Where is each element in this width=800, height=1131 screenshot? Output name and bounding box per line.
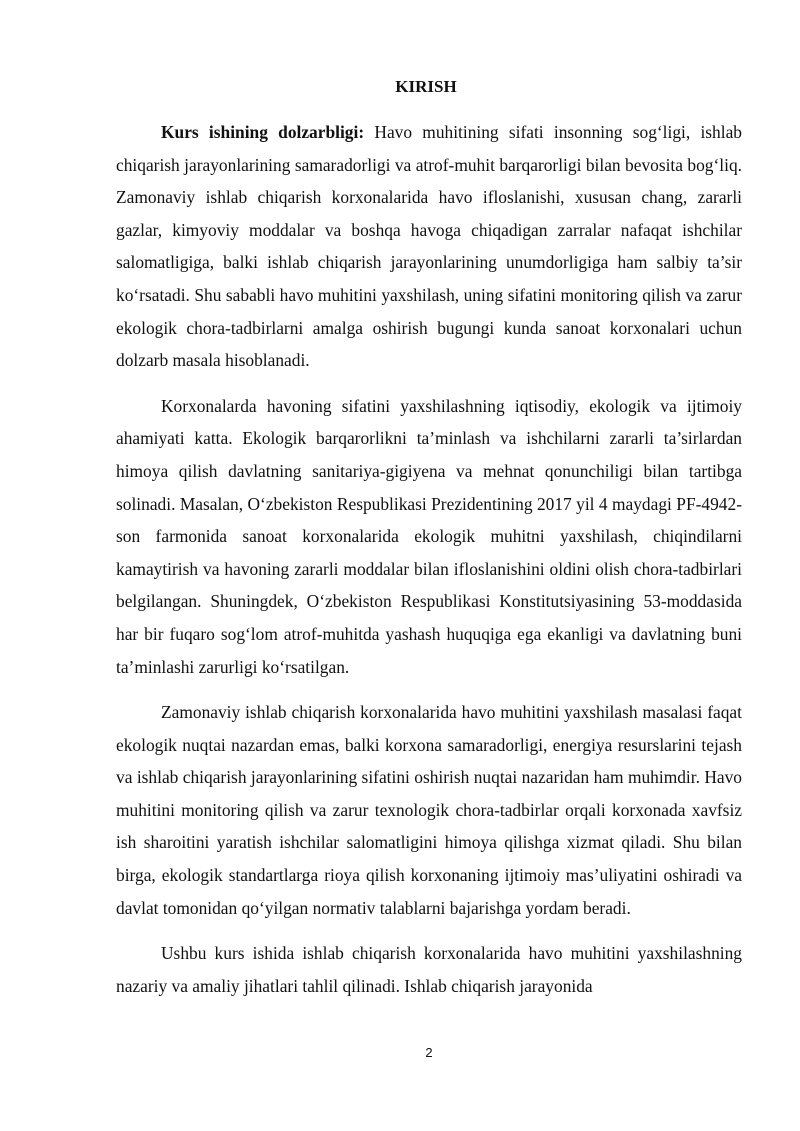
paragraph-modern-enterprises: Zamonaviy ishlab chiqarish korxonalarida havo muhitini yaxshilash masalasi faqat ekologik nuqtai nazardan emas, balki korxona samaradorligi, energiya resurslarini tejash va ishlab chiqarish jarayonlarining sifatini oshirish nuqtai nazaridan ham muhimdir. Havo muhitini monitoring qilish va zarur texnologik chora-tadbirlar orqali korxonada xavfsiz ish sharoitini yaratish ishchilar salomatligini himoya qilishga xizmat qiladi. Shu bilan birga, ekologik standartlarga rioya qilish korxonaning ijtimoiy mas’uliyatini oshiradi va davlat tomonidan qo‘yilgan normativ talablarni bajarishga yordam beradi. (116, 702, 742, 918)
paragraph-relevance (116, 116, 742, 377)
paragraph-lead: Kurs ishining dolzarbligi: (161, 122, 365, 142)
paragraph-text: Havo muhitining sifati insonning sog‘ligi, ishlab chiqarish jarayonlarining samaradorligi va atrof-muhit barqarorligi bilan bevosita bog‘liq. Zamonaviy ishlab chiqarish korxonalarida havo ifloslanishi, xususan chang, zararli gazlar, kimyoviy moddalar va boshqa havoga chiqadigan zarralar nafaqat ishchilar salomatligiga, balki ishlab chiqarish jarayonlarining unumdorligiga ham salbiy ta’sir ko‘rsatadi. Shu sababli havo muhitini yaxshilash, uning sifatini monitoring qilish va zarur ekologik chora-tadbirlarni amalga oshirish bugungi kunda sanoat korxonalari uchun dolzarb masala hisoblanadi. (116, 122, 742, 371)
paragraph-course-scope: Ushbu kurs ishida ishlab chiqarish korxonalarida havo muhitini yaxshilashning nazariy va amaliy jihatlari tahlil qilinadi. Ishlab chiqarish jarayonida (116, 943, 742, 996)
body-text (116, 116, 742, 1002)
page-number: 2 (425, 1045, 433, 1060)
section-heading: KIRISH (395, 77, 457, 96)
paragraph-importance: Korxonalarda havoning sifatini yaxshilashning iqtisodiy, ekologik va ijtimoiy ahamiyati katta. Ekologik barqarorlikni ta’minlash va ishchilarni zararli ta’sirlardan himoya qilish davlatning sanitariya-gigiyena va mehnat qonunchiligi bilan tartibga solinadi. Masalan, O‘zbekiston Respublikasi Prezidentining 2017 yil 4 maydagi PF-4942-son farmonida sanoat korxonalarida ekologik muhitni yaxshilash, chiqindilarni kamaytirish va havoning zararli moddalar bilan ifloslanishini oldini olish chora-tadbirlari belgilangan. Shuningdek, O‘zbekiston Respublikasi Konstitutsiyasining 53-moddasida har bir fuqaro sog‘lom atrof-muhitda yashash huquqiga ega ekanligi va davlatning buni ta’minlashi zarurligi ko‘rsatilgan. (116, 395, 742, 677)
